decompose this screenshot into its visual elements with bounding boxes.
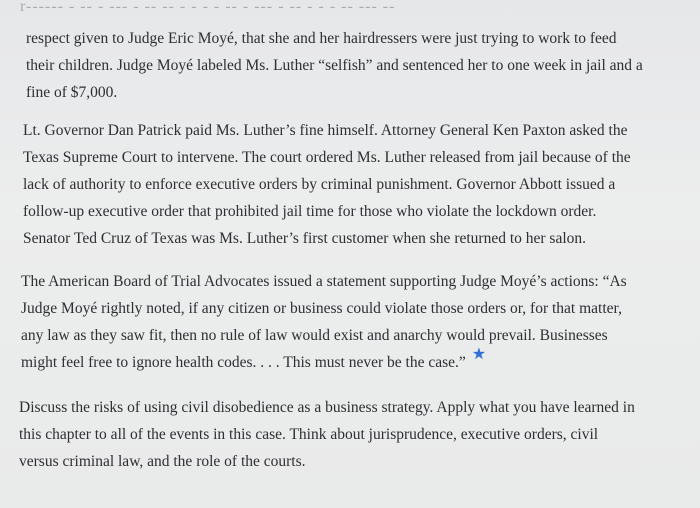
text-line-with-mark (21, 346, 693, 376)
text-line: their children. Judge Moyé labeled Ms. Luther “selfish” and sentenced her to one week in jail and a (26, 57, 643, 74)
text-line: fine of $7,000. (26, 84, 118, 101)
text-line: lack of authority to enforce executive orders by criminal punishment. Governor Abbott issued a (23, 176, 616, 193)
paragraph-abota-statement (21, 268, 693, 376)
cut-off-text-line: r------ - -- - --- - -- -- - - - - -- - --- - -- - - - -- --- -- (20, 0, 396, 15)
paragraph-release-events (23, 117, 695, 252)
text-line: Texas Supreme Court to intervene. The court ordered Ms. Luther released from jail because of the (23, 149, 631, 166)
text-line: Lt. Governor Dan Patrick paid Ms. Luther’s fine himself. Attorney General Ken Paxton asked the (23, 122, 628, 139)
star-icon: ★ (471, 346, 487, 363)
text-line: respect given to Judge Eric Moyé, that she and her hairdressers were just trying to work to feed (26, 30, 617, 47)
text-line: Discuss the risks of using civil disobedience as a business strategy. Apply what you have learned in (19, 399, 635, 416)
paragraph-discussion-question (19, 394, 691, 475)
text-line: Judge Moyé rightly noted, if any citizen or business could violate those orders or, for that matter, (21, 300, 622, 317)
text-line-content: might feel free to ignore health codes. . . . This must never be the case.” (21, 354, 466, 371)
text-line: follow-up executive order that prohibited jail time for those who violate the lockdown order. (23, 203, 597, 220)
text-line: any law as they saw fit, then no rule of law would exist and anarchy would prevail. Businesses (21, 327, 608, 344)
text-line: this chapter to all of the events in this case. Think about jurisprudence, executive orders, civil (19, 426, 599, 443)
text-line: versus criminal law, and the role of the courts. (19, 453, 306, 470)
text-line: The American Board of Trial Advocates issued a statement supporting Judge Moyé’s actions: “As (21, 273, 627, 290)
text-line: Senator Ted Cruz of Texas was Ms. Luther’s first customer when she returned to her salon. (23, 230, 587, 247)
paragraph-judge-moye-sentence (26, 25, 698, 106)
